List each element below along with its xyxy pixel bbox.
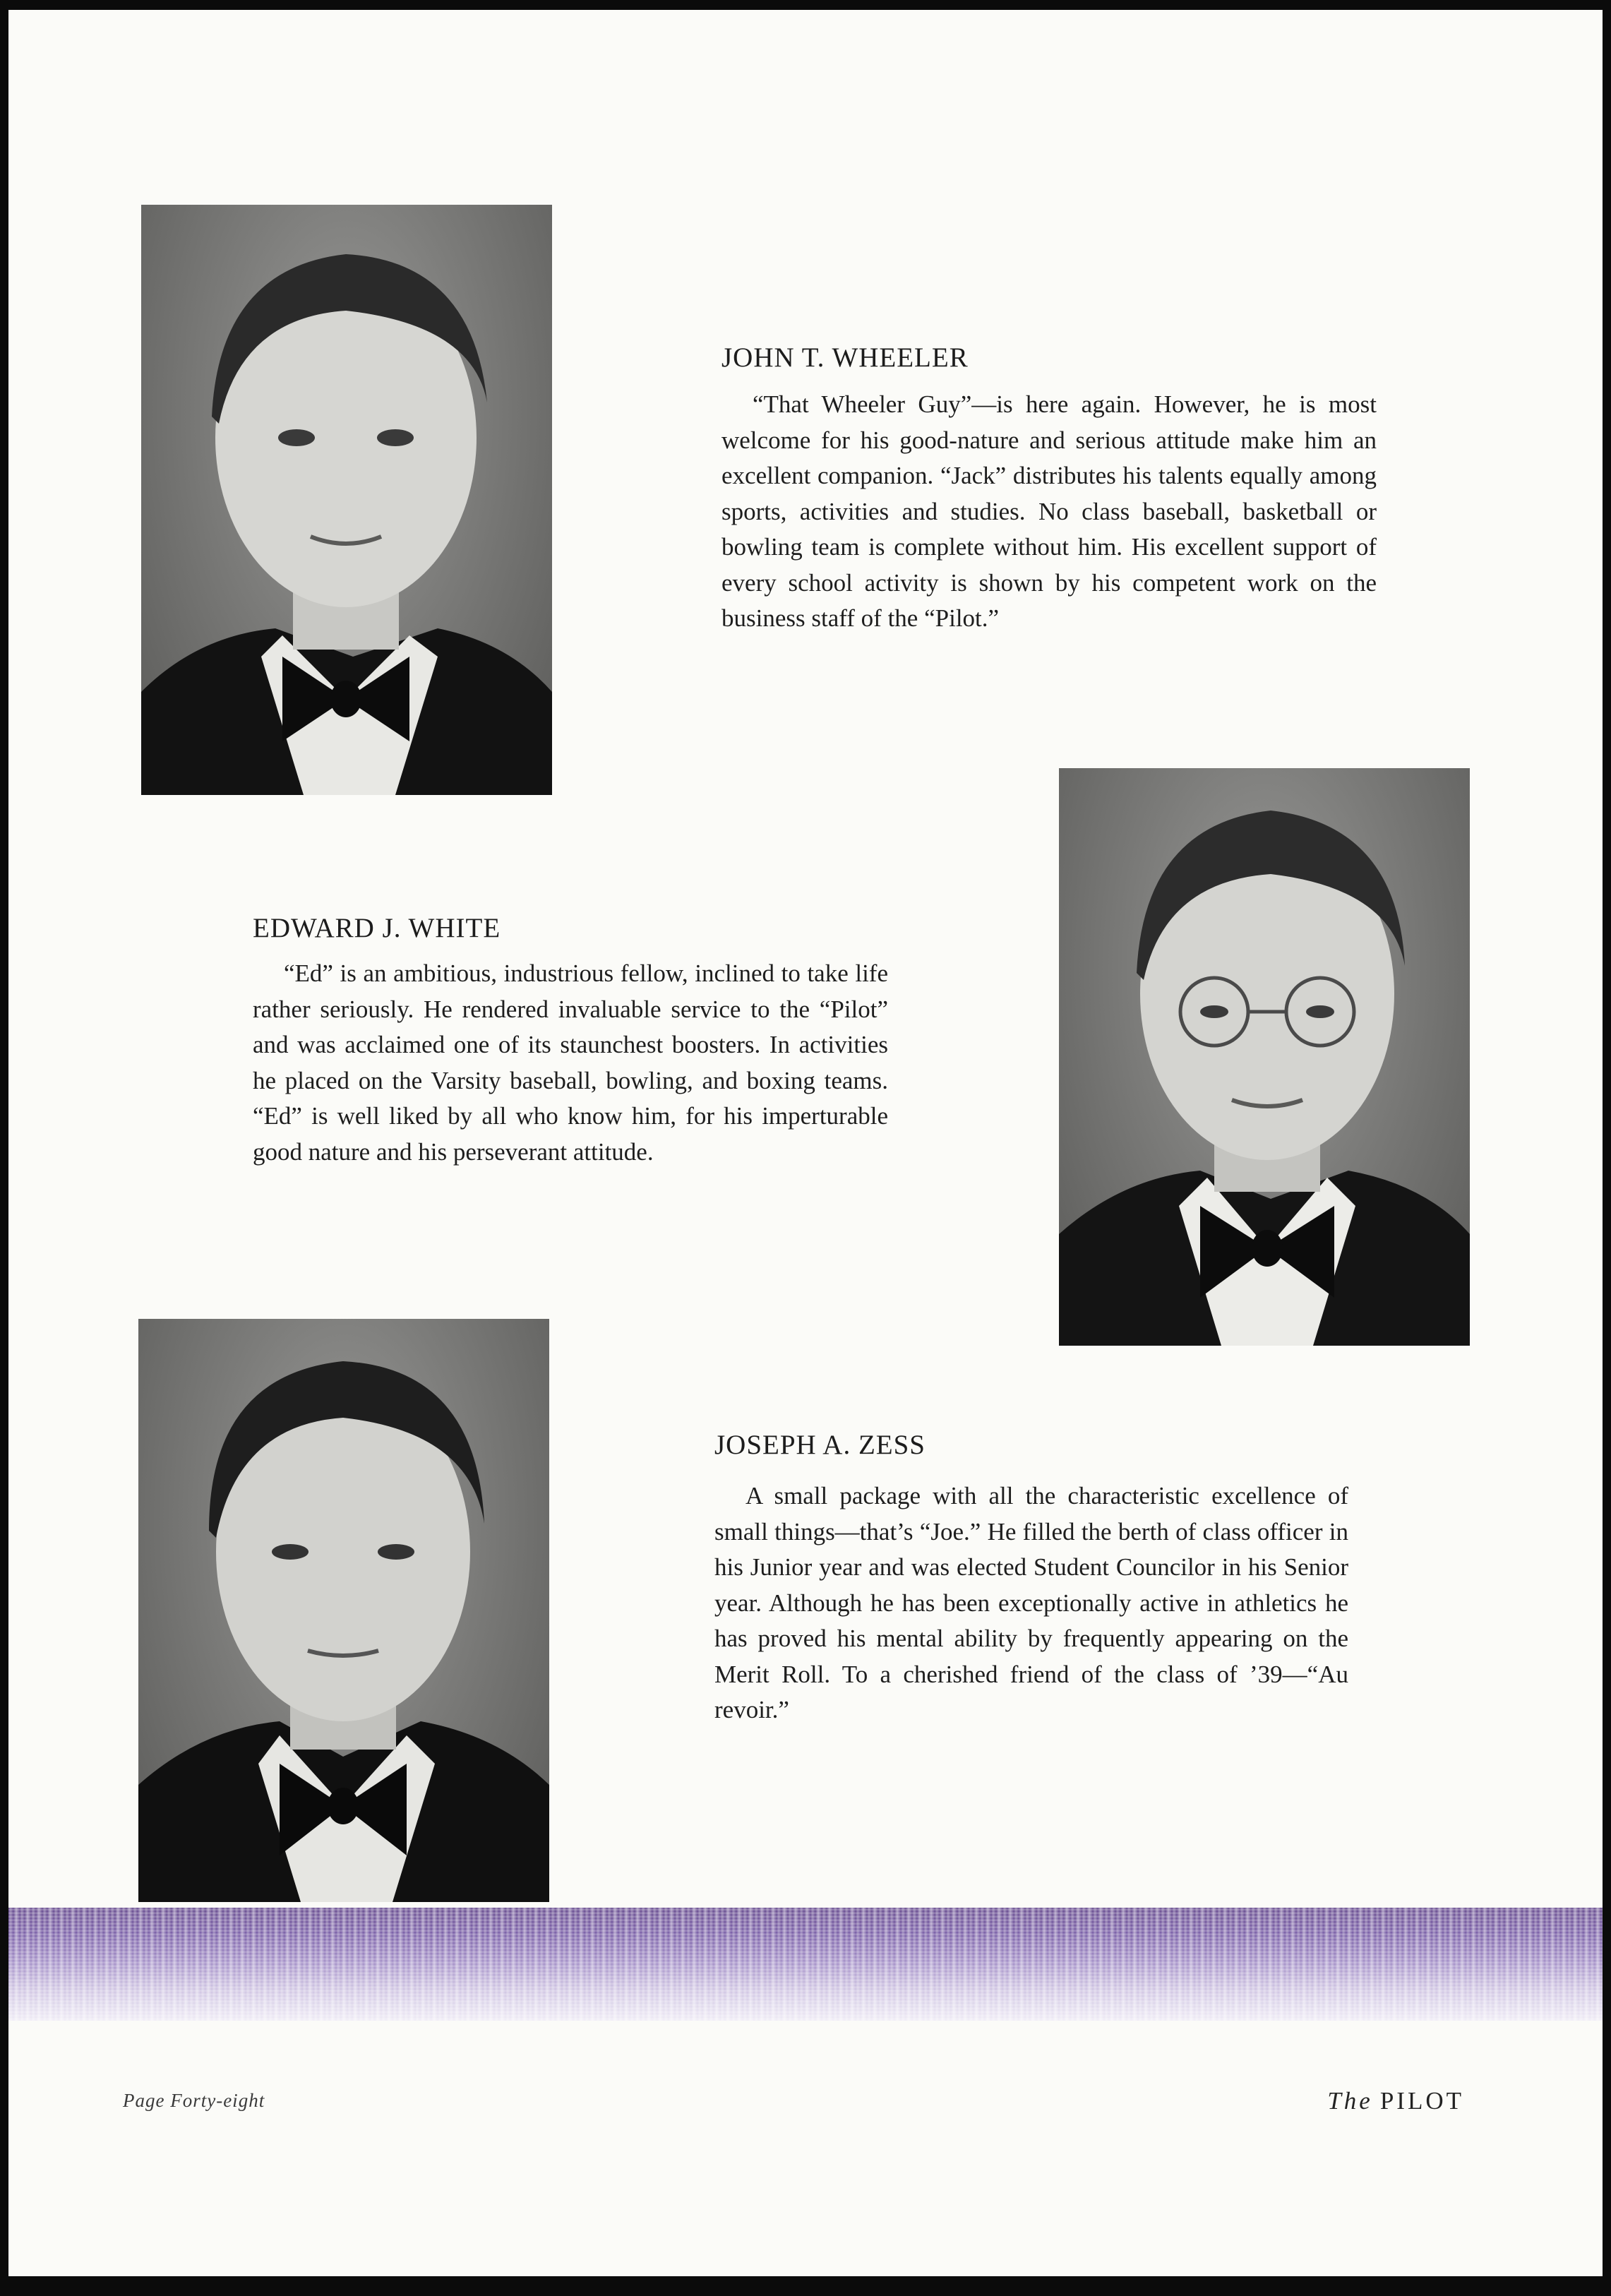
- publication-name: PILOT: [1379, 2087, 1464, 2115]
- publication-title: [1327, 2087, 1464, 2115]
- portrait-photo-zess: [138, 1319, 549, 1902]
- decorative-stipple-band: [8, 1908, 1603, 2021]
- entry-name-wheeler: JOHN T. WHEELER: [721, 342, 969, 373]
- entry-bio-wheeler: “That Wheeler Guy”—is here again. However, he is most welcome for his good-nature and serious attitude make him an excellent companion. “Jack” distributes his talents equally among sports, activities and studies. No class baseball, basketball or bowling team is complete without him. His excellent support of every school activity is shown by his competent work on the business staff of the “Pilot.”: [721, 390, 1377, 632]
- entry-bio-white: “Ed” is an ambitious, industrious fellow, inclined to take life rather seriously. He rendered invaluable service to the “Pilot” and was acclaimed one of its staunchest boosters. In activities he placed on the Varsity baseball, bowling, and boxing teams. “Ed” is well liked by all who know him, for his imperturable good nature and his perseverant attitude.: [253, 959, 888, 1166]
- entry-name-white: EDWARD J. WHITE: [253, 913, 501, 943]
- publication-the: The: [1327, 2087, 1373, 2115]
- entry-name-zess: JOSEPH A. ZESS: [714, 1430, 926, 1460]
- portrait-photo-white: [1059, 768, 1470, 1346]
- page-number-label: Page Forty-eight: [123, 2090, 265, 2111]
- portrait-photo-wheeler: [141, 205, 552, 795]
- entry-bio-zess: A small package with all the characteristic excellence of small things—that’s “Joe.” He filled the berth of class officer in his Junior year and was elected Student Councilor in his Senior year. Although he has been exceptionally active in athletics he has proved his mental ability by frequently appearing on the Merit Roll. To a cherished friend of the class of ’39—“Au revoir.”: [714, 1482, 1348, 1723]
